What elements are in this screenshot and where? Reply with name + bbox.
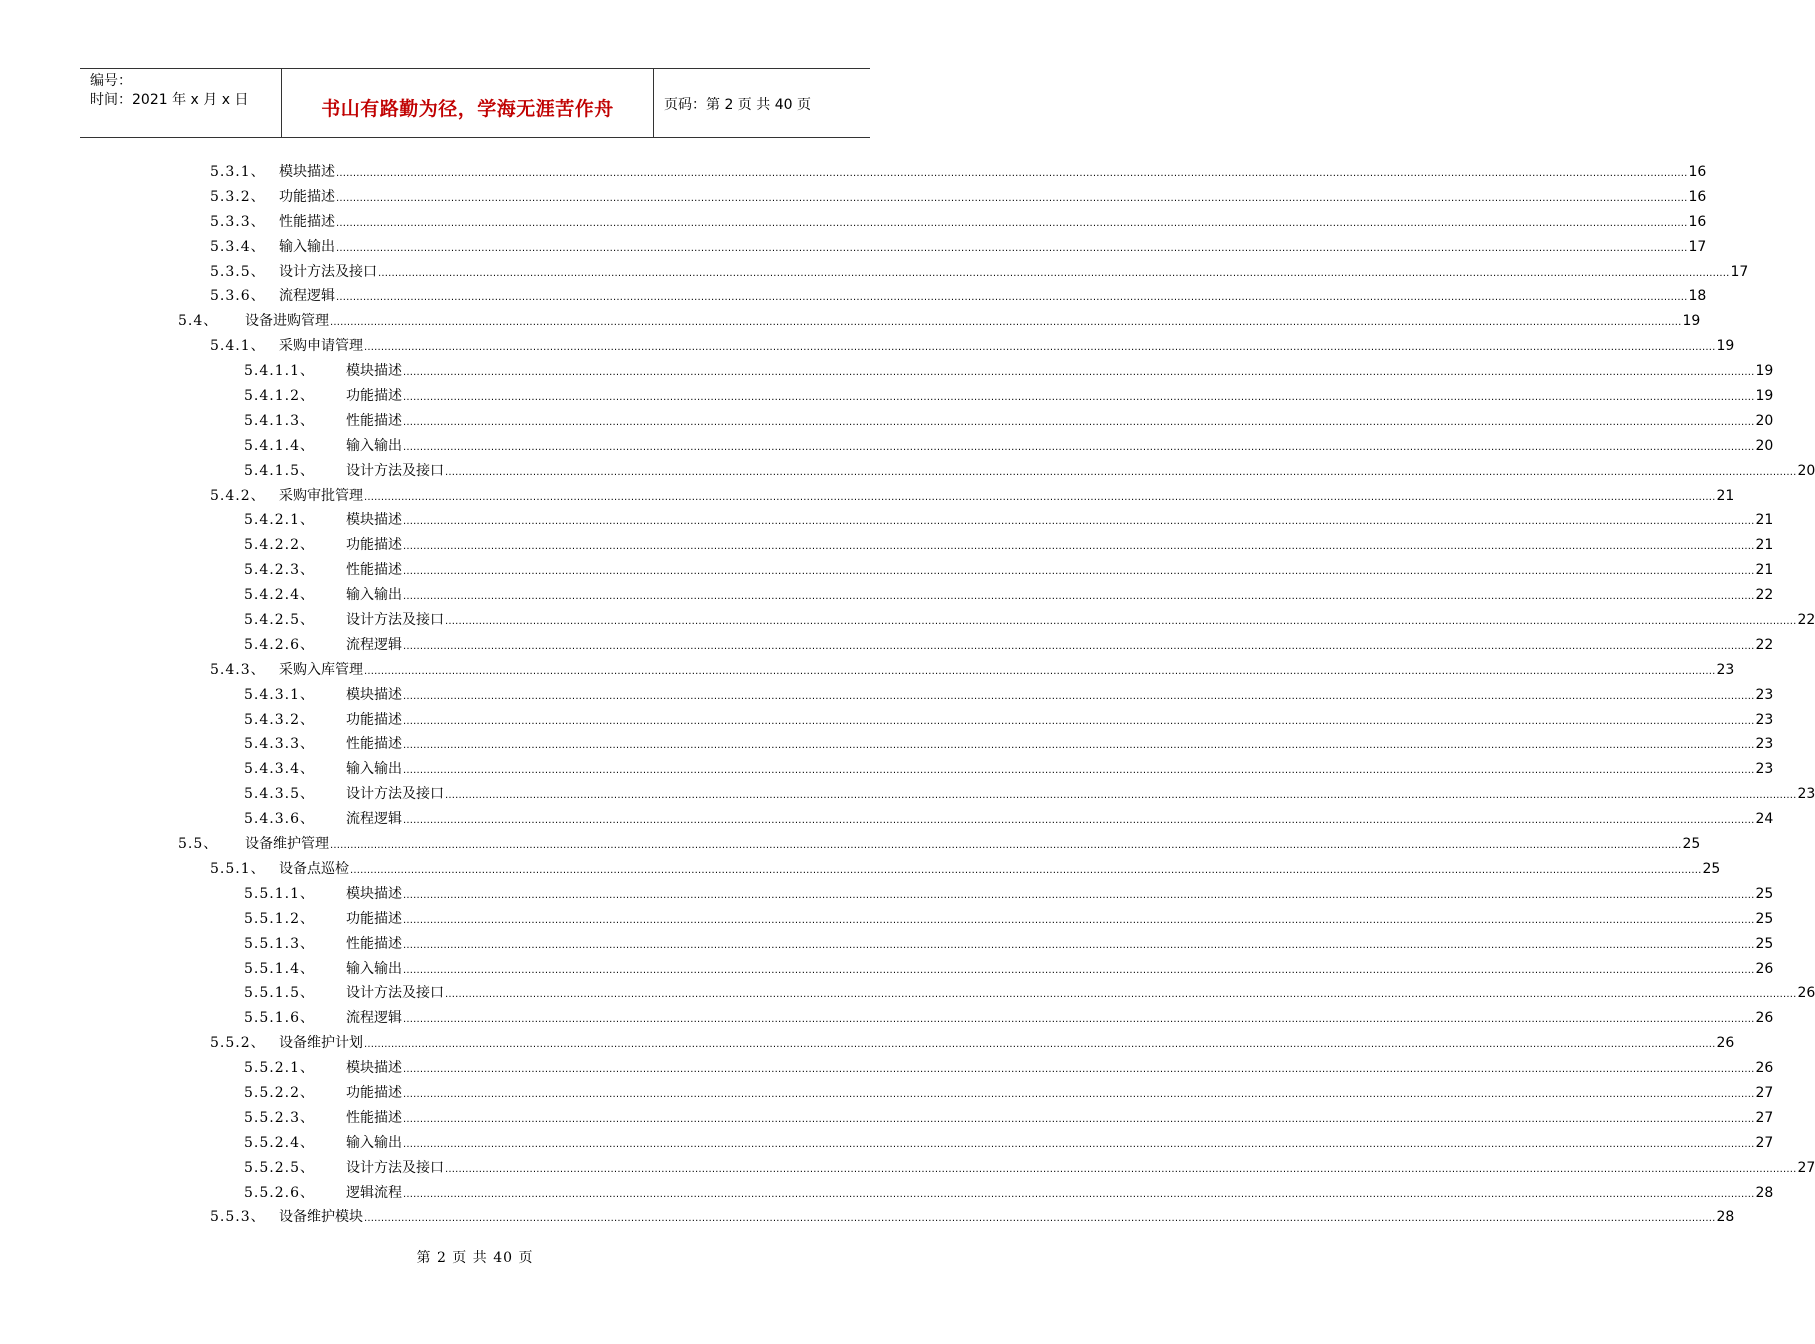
toc-dot-leader: ................................................................................................................................................................................................................................................................................................................................................................................................................ <box>403 690 1755 702</box>
toc-dot-leader: ................................................................................................................................................................................................................................................................................................................................................................................................................ <box>403 715 1755 727</box>
toc-dot-leader: ................................................................................................................................................................................................................................................................................................................................................................................................................ <box>403 640 1755 652</box>
toc-dot-leader: ................................................................................................................................................................................................................................................................................................................................................................................................................ <box>403 541 1755 553</box>
toc-entry-page: 26 <box>1755 1060 1774 1077</box>
toc-entry-number: 5.4.3.2、 <box>244 711 315 728</box>
toc-entry-line <box>346 360 1774 380</box>
toc-entry-title: 设备进购管理 <box>245 313 329 330</box>
toc-entry-page: 20 <box>1755 437 1774 454</box>
toc-entry-line <box>346 908 1774 928</box>
toc-entry[interactable] <box>0 1004 1774 1029</box>
toc-entry-number: 5.4.1.1、 <box>244 363 315 380</box>
toc-entry-number: 5.4.2.2、 <box>244 537 315 554</box>
toc-entry-title: 模块描述 <box>279 164 335 180</box>
toc-dot-leader: ................................................................................................................................................................................................................................................................................................................................................................................................................ <box>336 292 1688 304</box>
toc-entry-number: 5.5.1.1、 <box>244 885 315 902</box>
toc-dot-leader: ................................................................................................................................................................................................................................................................................................................................................................................................................ <box>445 1163 1797 1175</box>
toc-entry-number: 5.3.6、 <box>210 288 266 305</box>
toc-entry-line <box>245 310 1701 330</box>
toc-entry-title: 设计方法及接口 <box>346 1159 444 1176</box>
toc-dot-leader: ................................................................................................................................................................................................................................................................................................................................................................................................................ <box>403 1088 1755 1100</box>
toc-dot-leader: ................................................................................................................................................................................................................................................................................................................................................................................................................ <box>403 416 1755 428</box>
toc-entry-number: 5.5.2.5、 <box>244 1159 315 1176</box>
toc-entry-number: 5.3.5、 <box>210 263 266 280</box>
toc-entry-title: 流程逻辑 <box>346 1010 402 1027</box>
toc-entry[interactable] <box>0 830 1701 855</box>
toc-entry-title: 设计方法及接口 <box>346 612 444 629</box>
toc-dot-leader: ................................................................................................................................................................................................................................................................................................................................................................................................................ <box>364 1213 1716 1225</box>
toc-dot-leader: ................................................................................................................................................................................................................................................................................................................................................................................................................ <box>403 1064 1755 1076</box>
toc-dot-leader: ................................................................................................................................................................................................................................................................................................................................................................................................................ <box>403 914 1755 926</box>
toc-entry-title: 设计方法及接口 <box>346 462 444 479</box>
toc-entry-line <box>279 211 1707 231</box>
toc-entry-line <box>279 335 1735 355</box>
toc-entry[interactable] <box>0 1054 1774 1079</box>
toc-entry[interactable] <box>0 855 1721 880</box>
toc-entry[interactable] <box>0 905 1774 930</box>
toc-entry-number: 5.3.2、 <box>210 188 266 205</box>
toc-entry-title: 模块描述 <box>346 363 402 380</box>
toc-entry-line <box>346 883 1774 903</box>
toc-entry-number: 5.5.1.3、 <box>244 935 315 952</box>
toc-entry-page: 17 <box>1730 263 1749 280</box>
toc-entry-number: 5.4.3.5、 <box>244 786 315 803</box>
toc-entry-page: 27 <box>1797 1159 1815 1176</box>
toc-entry-number: 5.5.2.3、 <box>244 1109 315 1126</box>
toc-entry-page: 28 <box>1716 1209 1735 1226</box>
toc-entry-line <box>346 435 1774 455</box>
toc-entry-page: 19 <box>1682 313 1701 330</box>
toc-entry[interactable] <box>0 780 1815 805</box>
toc-entry-number: 5.4.2.3、 <box>244 562 315 579</box>
toc-entry[interactable] <box>0 606 1815 631</box>
toc-entry[interactable] <box>0 1079 1774 1104</box>
doc-date: 时间：2021 年 x 月 x 日 <box>90 92 249 108</box>
toc-entry-page: 19 <box>1755 363 1774 380</box>
toc-entry[interactable] <box>0 282 1707 307</box>
toc-entry-title: 采购申请管理 <box>279 338 363 355</box>
toc-entry[interactable] <box>0 955 1774 980</box>
toc-entry-number: 5.4.3、 <box>210 661 266 678</box>
toc-dot-leader: ................................................................................................................................................................................................................................................................................................................................................................................................................ <box>364 1039 1716 1051</box>
toc-entry-page: 23 <box>1755 761 1774 778</box>
toc-entry-page: 18 <box>1688 288 1707 305</box>
toc-dot-leader: ................................................................................................................................................................................................................................................................................................................................................................................................................ <box>350 864 1702 876</box>
toc-dot-leader: ................................................................................................................................................................................................................................................................................................................................................................................................................ <box>403 1188 1755 1200</box>
toc-entry-number: 5.4.2.4、 <box>244 587 315 604</box>
toc-entry-title: 模块描述 <box>346 686 402 703</box>
toc-entry-line <box>279 1206 1735 1226</box>
toc-entry-number: 5.4.1.3、 <box>244 412 315 429</box>
toc-entry[interactable] <box>0 755 1774 780</box>
toc-dot-leader: ................................................................................................................................................................................................................................................................................................................................................................................................................ <box>403 566 1755 578</box>
toc-entry-line <box>346 584 1774 604</box>
toc-entry-page: 16 <box>1688 213 1707 230</box>
toc-entry-number: 5.5.2.1、 <box>244 1060 315 1077</box>
toc-entry[interactable] <box>0 1129 1774 1154</box>
toc-entry-page: 21 <box>1755 537 1774 554</box>
toc-entry[interactable] <box>0 1203 1735 1228</box>
toc-entry-title: 逻辑流程 <box>346 1184 402 1201</box>
toc-entry-line <box>346 1182 1774 1202</box>
toc-dot-leader: ................................................................................................................................................................................................................................................................................................................................................................................................................ <box>336 217 1688 229</box>
toc-entry[interactable] <box>0 407 1774 432</box>
header-page-cell <box>654 69 870 137</box>
header-page-info: 页码：第 2 页 共 40 页 <box>664 97 811 113</box>
toc-entry-page: 25 <box>1702 860 1721 877</box>
toc-entry[interactable] <box>0 208 1707 233</box>
toc-entry-line <box>346 684 1774 704</box>
toc-dot-leader: ................................................................................................................................................................................................................................................................................................................................................................................................................ <box>445 616 1797 628</box>
toc-entry[interactable] <box>0 1154 1815 1179</box>
toc-entry-title: 功能描述 <box>346 537 402 554</box>
toc-dot-leader: ................................................................................................................................................................................................................................................................................................................................................................................................................ <box>330 317 1682 329</box>
toc-entry[interactable] <box>0 1104 1774 1129</box>
toc-entry-title: 性能描述 <box>346 935 402 952</box>
toc-entry-line <box>346 509 1774 529</box>
toc-entry-title: 流程逻辑 <box>346 811 402 828</box>
toc-dot-leader: ................................................................................................................................................................................................................................................................................................................................................................................................................ <box>330 840 1682 852</box>
toc-entry-line <box>279 1032 1735 1052</box>
toc-entry-page: 22 <box>1755 636 1774 653</box>
toc-entry-line <box>346 1007 1774 1027</box>
toc-dot-leader: ................................................................................................................................................................................................................................................................................................................................................................................................................ <box>336 242 1688 254</box>
toc-entry[interactable] <box>0 158 1707 183</box>
toc-entry-number: 5.3.3、 <box>210 213 266 230</box>
toc-entry-title: 流程逻辑 <box>346 636 402 653</box>
toc-entry[interactable] <box>0 258 1749 283</box>
toc-entry-page: 27 <box>1755 1084 1774 1101</box>
toc-entry[interactable] <box>0 1029 1735 1054</box>
toc-entry-page: 25 <box>1755 935 1774 952</box>
toc-entry-number: 5.3.1、 <box>210 164 266 180</box>
toc-entry-number: 5.4.2.6、 <box>244 636 315 653</box>
toc-entry-title: 设备点巡检 <box>279 860 349 877</box>
toc-entry-title: 设备维护模块 <box>279 1209 363 1226</box>
toc-entry-page: 23 <box>1755 736 1774 753</box>
toc-entry-title: 功能描述 <box>346 711 402 728</box>
toc-entry-page: 23 <box>1797 786 1815 803</box>
toc-entry-page: 27 <box>1755 1134 1774 1151</box>
toc-entry-title: 设备维护管理 <box>245 836 329 853</box>
toc-entry-number: 5.4.3.3、 <box>244 736 315 753</box>
toc-dot-leader: ................................................................................................................................................................................................................................................................................................................................................................................................................ <box>403 765 1755 777</box>
toc-entry-number: 5.4.1.4、 <box>244 437 315 454</box>
toc-entry-title: 流程逻辑 <box>279 288 335 305</box>
toc-entry-title: 功能描述 <box>346 1084 402 1101</box>
toc-entry-page: 25 <box>1682 836 1701 853</box>
doc-code-label: 编号： <box>90 73 132 89</box>
toc-entry-page: 25 <box>1755 885 1774 902</box>
toc-entry[interactable] <box>0 1179 1774 1204</box>
toc-entry-number: 5.5.2.6、 <box>244 1184 315 1201</box>
toc-entry-title: 采购入库管理 <box>279 661 363 678</box>
toc-dot-leader: ................................................................................................................................................................................................................................................................................................................................................................................................................ <box>403 367 1755 379</box>
toc-entry-number: 5.5.3、 <box>210 1209 266 1226</box>
toc-entry-title: 模块描述 <box>346 512 402 529</box>
toc-entry-page: 24 <box>1755 811 1774 828</box>
toc-dot-leader: ................................................................................................................................................................................................................................................................................................................................................................................................................ <box>403 964 1755 976</box>
toc-entry-number: 5.3.4、 <box>210 238 266 255</box>
toc-entry-page: 19 <box>1755 388 1774 405</box>
toc-entry-line <box>346 1082 1774 1102</box>
toc-entry-title: 模块描述 <box>346 885 402 902</box>
toc-entry-number: 5.4.2.1、 <box>244 512 315 529</box>
toc-dot-leader: ................................................................................................................................................................................................................................................................................................................................................................................................................ <box>403 740 1755 752</box>
toc-entry-title: 设计方法及接口 <box>346 985 444 1002</box>
toc-entry-line <box>346 634 1774 654</box>
toc-entry-page: 21 <box>1716 487 1735 504</box>
toc-entry-line <box>346 1157 1815 1177</box>
page-footer: 第 2 页 共 40 页 <box>416 1250 534 1266</box>
toc-entry-title: 性能描述 <box>346 562 402 579</box>
toc-entry[interactable] <box>0 506 1774 531</box>
toc-entry-line <box>279 236 1707 256</box>
toc-entry-title: 性能描述 <box>346 1109 402 1126</box>
toc-entry-line <box>279 858 1721 878</box>
toc-entry-page: 21 <box>1755 562 1774 579</box>
header-meta-cell <box>80 69 282 137</box>
toc-entry-page: 26 <box>1797 985 1815 1002</box>
toc-entry-line <box>346 559 1774 579</box>
toc-entry[interactable] <box>0 681 1774 706</box>
toc-entry-title: 输入输出 <box>346 587 402 604</box>
toc-entry-line <box>346 534 1774 554</box>
toc-entry-number: 5.4、 <box>178 313 219 330</box>
header-motto: 书山有路勤为径，学海无涯苦作舟 <box>321 98 614 120</box>
toc-entry-line <box>279 285 1707 305</box>
toc-dot-leader: ................................................................................................................................................................................................................................................................................................................................................................................................................ <box>445 790 1797 802</box>
toc-entry-number: 5.4.3.1、 <box>244 686 315 703</box>
toc-entry[interactable] <box>0 432 1774 457</box>
table-of-contents <box>0 158 1815 1228</box>
toc-entry-line <box>346 758 1774 778</box>
toc-entry-title: 输入输出 <box>346 960 402 977</box>
toc-dot-leader: ................................................................................................................................................................................................................................................................................................................................................................................................................ <box>378 267 1730 279</box>
toc-dot-leader: ................................................................................................................................................................................................................................................................................................................................................................................................................ <box>364 665 1716 677</box>
toc-entry-line <box>279 261 1749 281</box>
toc-entry-line <box>346 385 1774 405</box>
toc-entry-line <box>346 709 1774 729</box>
toc-entry-number: 5.5.1.5、 <box>244 985 315 1002</box>
toc-dot-leader: ................................................................................................................................................................................................................................................................................................................................................................................................................ <box>403 591 1755 603</box>
toc-entry[interactable] <box>0 581 1774 606</box>
toc-entry-page: 28 <box>1755 1184 1774 1201</box>
toc-dot-leader: ................................................................................................................................................................................................................................................................................................................................................................................................................ <box>445 989 1797 1001</box>
toc-entry-line <box>279 485 1735 505</box>
toc-entry-line <box>346 808 1774 828</box>
toc-entry[interactable] <box>0 656 1735 681</box>
toc-entry[interactable] <box>0 880 1774 905</box>
toc-entry-number: 5.5、 <box>178 836 219 853</box>
toc-entry[interactable] <box>0 930 1774 955</box>
toc-entry[interactable] <box>0 183 1707 208</box>
toc-entry-page: 22 <box>1797 612 1815 629</box>
toc-entry-title: 模块描述 <box>346 1060 402 1077</box>
toc-entry-title: 输入输出 <box>346 1134 402 1151</box>
toc-entry-number: 5.5.1.4、 <box>244 960 315 977</box>
toc-entry-title: 性能描述 <box>279 213 335 230</box>
toc-entry-page: 26 <box>1755 1010 1774 1027</box>
toc-entry-title: 采购审批管理 <box>279 487 363 504</box>
toc-entry-title: 性能描述 <box>346 736 402 753</box>
toc-entry-line <box>245 833 1701 853</box>
toc-entry-page: 16 <box>1688 164 1707 180</box>
toc-entry[interactable] <box>0 482 1735 507</box>
toc-entry-page: 23 <box>1755 686 1774 703</box>
toc-entry-number: 5.5.1、 <box>210 860 266 877</box>
toc-dot-leader: ................................................................................................................................................................................................................................................................................................................................................................................................................ <box>403 889 1755 901</box>
toc-entry-title: 设计方法及接口 <box>279 263 377 280</box>
toc-dot-leader: ................................................................................................................................................................................................................................................................................................................................................................................................................ <box>403 516 1755 528</box>
toc-entry[interactable] <box>0 332 1735 357</box>
toc-entry-line <box>346 1057 1774 1077</box>
toc-dot-leader: ................................................................................................................................................................................................................................................................................................................................................................................................................ <box>445 466 1797 478</box>
toc-dot-leader: ................................................................................................................................................................................................................................................................................................................................................................................................................ <box>403 1138 1755 1150</box>
toc-dot-leader: ................................................................................................................................................................................................................................................................................................................................................................................................................ <box>403 392 1755 404</box>
toc-entry-number: 5.4.1.2、 <box>244 388 315 405</box>
toc-entry-page: 26 <box>1755 960 1774 977</box>
toc-entry-line <box>346 733 1774 753</box>
toc-entry-page: 21 <box>1755 512 1774 529</box>
toc-entry-page: 23 <box>1755 711 1774 728</box>
toc-entry-title: 输入输出 <box>346 437 402 454</box>
toc-dot-leader: ................................................................................................................................................................................................................................................................................................................................................................................................................ <box>364 342 1716 354</box>
toc-entry[interactable] <box>0 233 1707 258</box>
toc-entry[interactable] <box>0 307 1701 332</box>
toc-entry-line <box>346 609 1815 629</box>
toc-entry[interactable] <box>0 457 1815 482</box>
toc-entry-page: 23 <box>1716 661 1735 678</box>
toc-entry-number: 5.4.2、 <box>210 487 266 504</box>
toc-entry-title: 功能描述 <box>346 910 402 927</box>
toc-dot-leader: ................................................................................................................................................................................................................................................................................................................................................................................................................ <box>403 441 1755 453</box>
toc-entry-title: 功能描述 <box>279 188 335 205</box>
toc-dot-leader: ................................................................................................................................................................................................................................................................................................................................................................................................................ <box>403 815 1755 827</box>
toc-entry-number: 5.5.1.6、 <box>244 1010 315 1027</box>
page-header <box>80 68 870 138</box>
toc-dot-leader: ................................................................................................................................................................................................................................................................................................................................................................................................................ <box>403 1014 1755 1026</box>
toc-dot-leader: ................................................................................................................................................................................................................................................................................................................................................................................................................ <box>403 1113 1755 1125</box>
toc-entry-page: 27 <box>1755 1109 1774 1126</box>
toc-entry-line <box>346 958 1774 978</box>
toc-dot-leader: ................................................................................................................................................................................................................................................................................................................................................................................................................ <box>336 192 1688 204</box>
toc-entry-number: 5.5.2.2、 <box>244 1084 315 1101</box>
toc-entry-number: 5.4.1、 <box>210 338 266 355</box>
toc-entry[interactable] <box>0 979 1815 1004</box>
toc-entry-title: 性能描述 <box>346 412 402 429</box>
toc-entry-page: 25 <box>1755 910 1774 927</box>
toc-entry[interactable] <box>0 730 1774 755</box>
toc-entry-page: 16 <box>1688 188 1707 205</box>
toc-entry-number: 5.4.3.6、 <box>244 811 315 828</box>
toc-entry-page: 20 <box>1755 412 1774 429</box>
toc-entry-number: 5.5.1.2、 <box>244 910 315 927</box>
toc-entry-title: 输入输出 <box>279 238 335 255</box>
toc-entry[interactable] <box>0 706 1774 731</box>
toc-entry-page: 20 <box>1797 462 1815 479</box>
toc-entry-page: 19 <box>1716 338 1735 355</box>
toc-entry-number: 5.4.1.5、 <box>244 462 315 479</box>
toc-entry-page: 26 <box>1716 1035 1735 1052</box>
toc-entry-line <box>346 982 1815 1002</box>
toc-entry-title: 设备维护计划 <box>279 1035 363 1052</box>
toc-entry[interactable] <box>0 382 1774 407</box>
toc-entry-line <box>346 460 1815 480</box>
toc-entry-page: 22 <box>1755 587 1774 604</box>
toc-entry-title: 设计方法及接口 <box>346 786 444 803</box>
toc-entry-line <box>346 933 1774 953</box>
toc-entry[interactable] <box>0 805 1774 830</box>
toc-dot-leader: ................................................................................................................................................................................................................................................................................................................................................................................................................ <box>336 168 1688 179</box>
toc-entry-title: 输入输出 <box>346 761 402 778</box>
toc-entry-line <box>279 161 1707 181</box>
header-motto-cell <box>282 69 654 137</box>
toc-dot-leader: ................................................................................................................................................................................................................................................................................................................................................................................................................ <box>403 939 1755 951</box>
toc-entry[interactable] <box>0 357 1774 382</box>
toc-entry-line <box>346 1107 1774 1127</box>
toc-entry-page: 17 <box>1688 238 1707 255</box>
toc-entry[interactable] <box>0 556 1774 581</box>
toc-entry-line <box>279 186 1707 206</box>
toc-entry-number: 5.4.2.5、 <box>244 612 315 629</box>
toc-entry-number: 5.5.2.4、 <box>244 1134 315 1151</box>
toc-entry-line <box>346 410 1774 430</box>
toc-entry-line <box>346 783 1815 803</box>
toc-entry-line <box>346 1132 1774 1152</box>
toc-entry[interactable] <box>0 531 1774 556</box>
toc-entry[interactable] <box>0 631 1774 656</box>
toc-entry-number: 5.5.2、 <box>210 1035 266 1052</box>
toc-entry-number: 5.4.3.4、 <box>244 761 315 778</box>
toc-dot-leader: ................................................................................................................................................................................................................................................................................................................................................................................................................ <box>364 491 1716 503</box>
toc-entry-line <box>279 659 1735 679</box>
toc-entry-title: 功能描述 <box>346 388 402 405</box>
